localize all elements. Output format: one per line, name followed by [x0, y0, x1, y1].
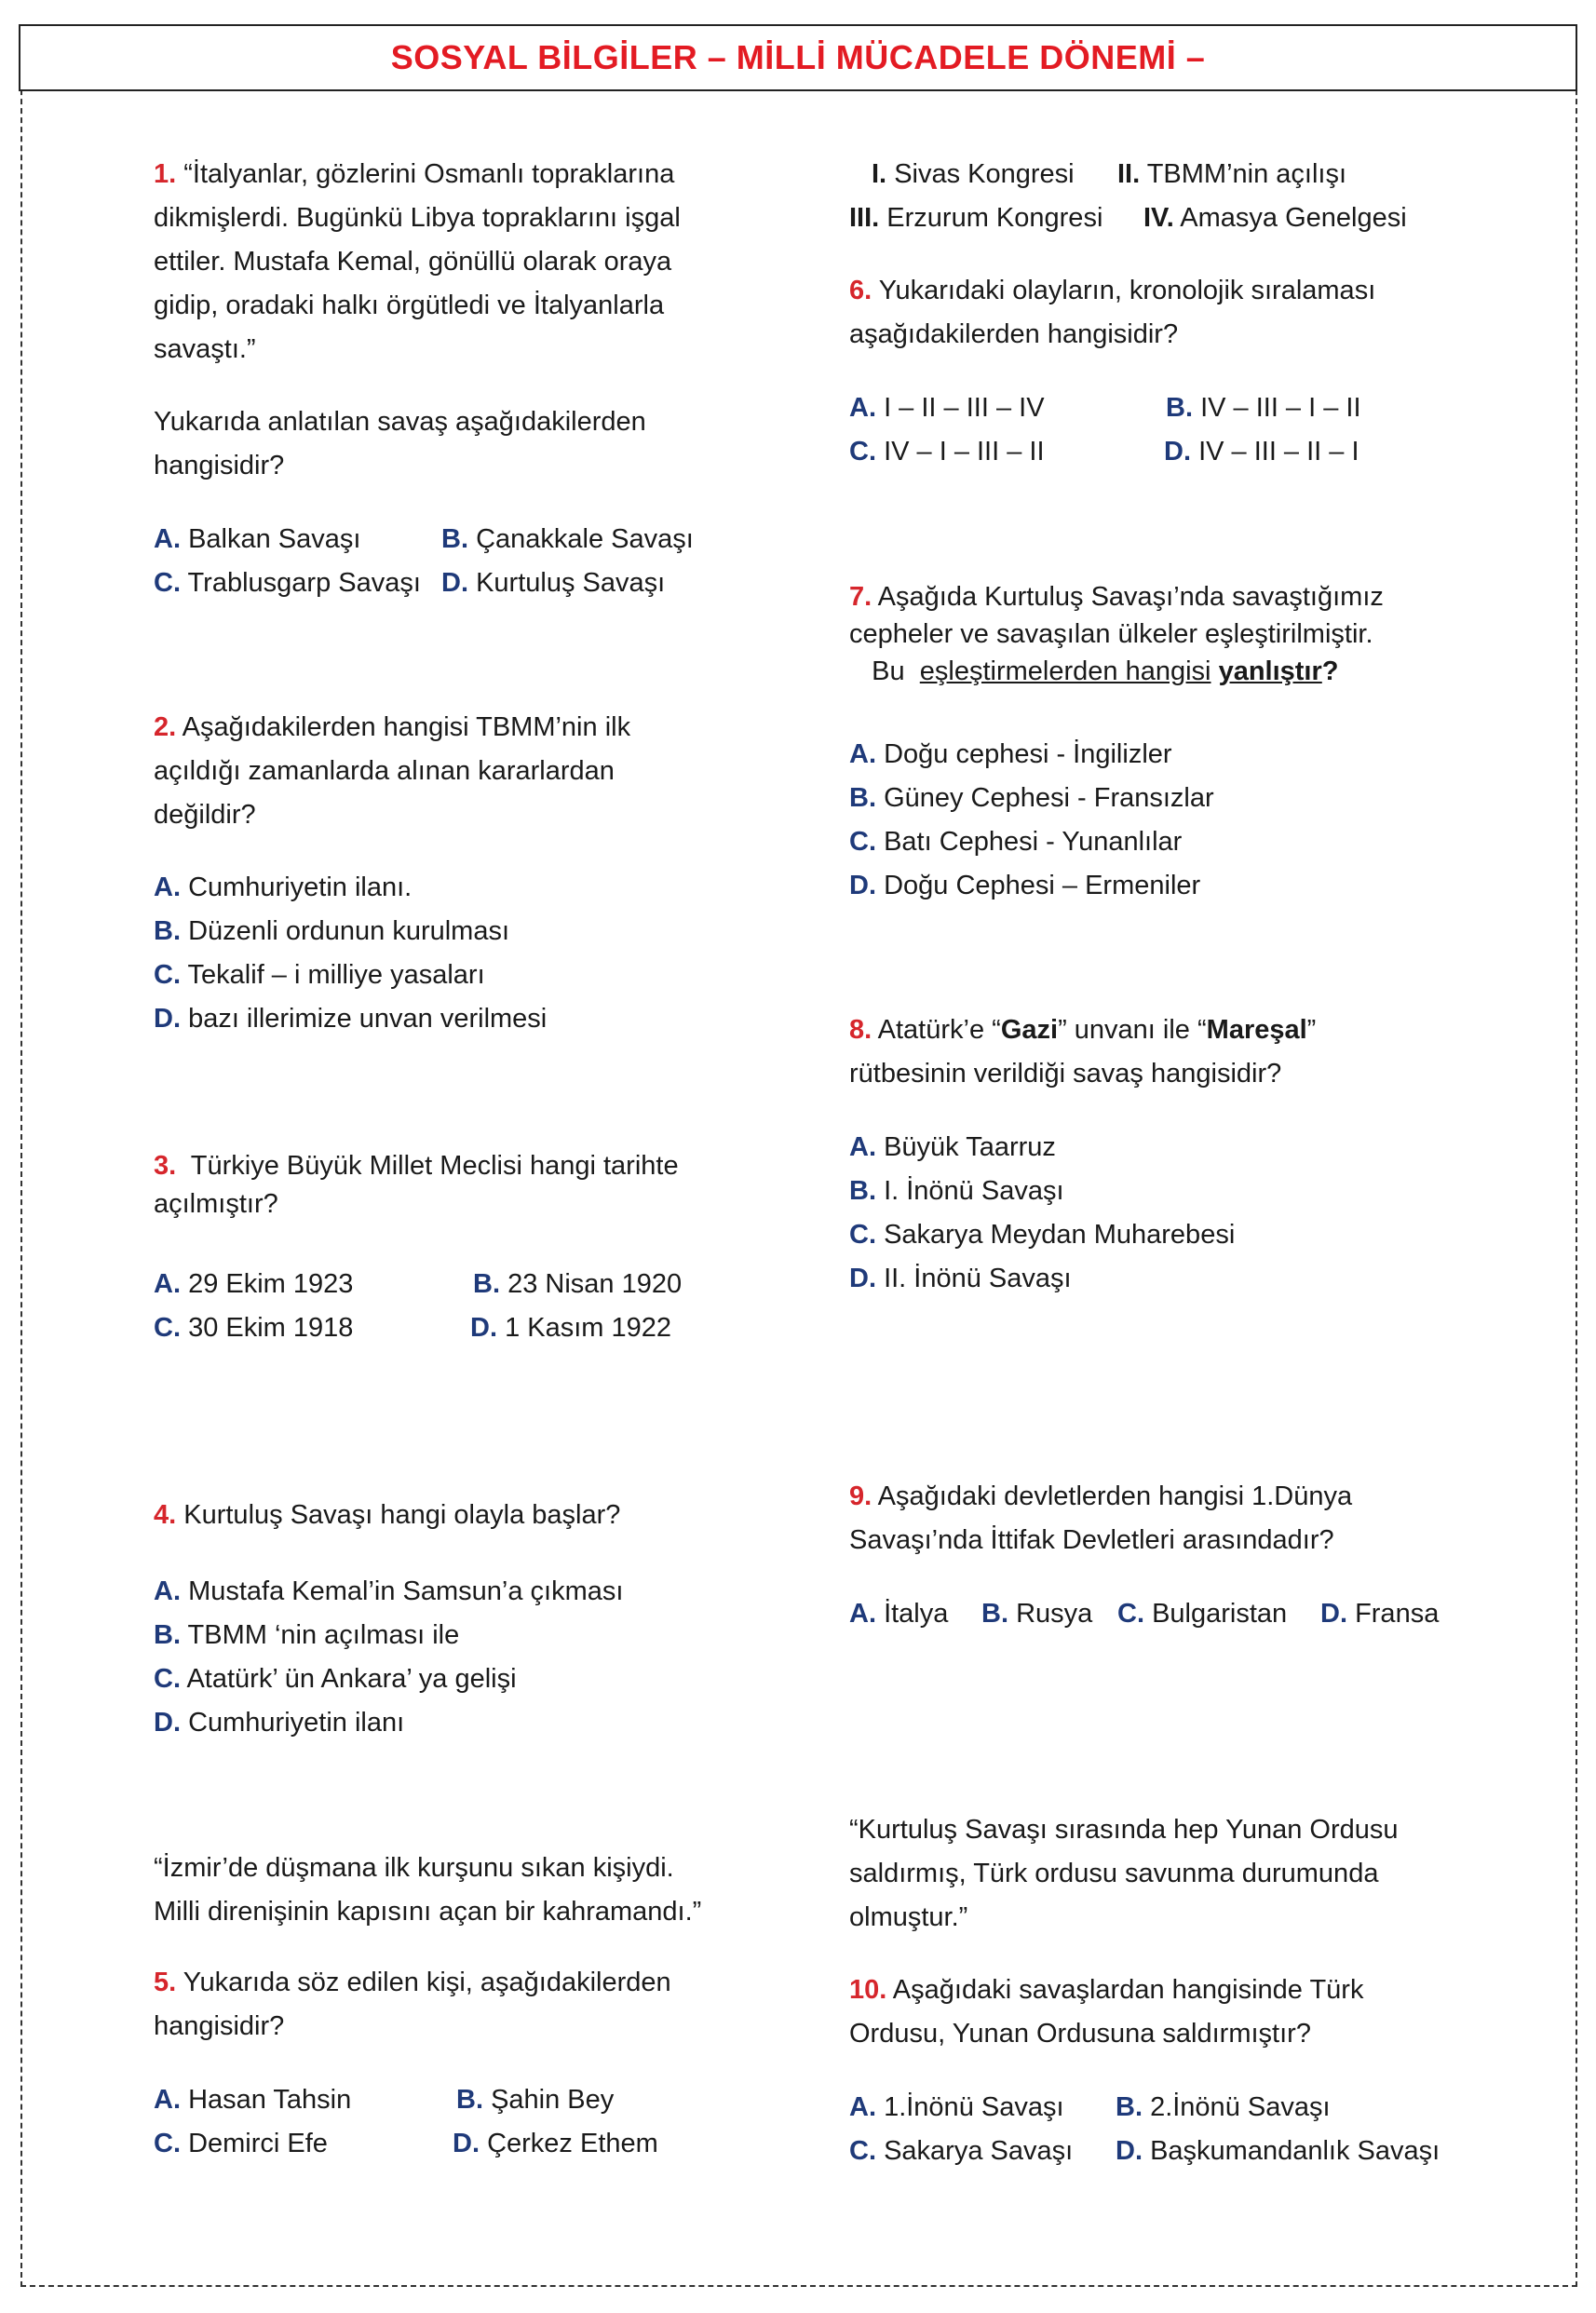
q6-item-4: [1143, 196, 1407, 240]
option-letter: A.: [154, 524, 181, 554]
quote-text: olmuştur.”: [849, 1902, 968, 1932]
question-10: [849, 1968, 1363, 2056]
question-number: 9.: [849, 1481, 872, 1511]
q1-option-d[interactable]: [441, 561, 665, 605]
option-text: Fransa: [1355, 1599, 1440, 1629]
option-letter: A.: [849, 393, 876, 423]
question-4: [154, 1494, 620, 1537]
question-number: 7.: [849, 582, 872, 612]
question-5-quote: [154, 1846, 701, 1934]
q8-option-b[interactable]: [849, 1170, 1235, 1213]
question-8: [849, 1008, 1316, 1096]
option-letter: B.: [849, 783, 876, 813]
q4-option-a[interactable]: [154, 1570, 623, 1614]
question-number: 4.: [154, 1500, 177, 1530]
question-number: 3.: [154, 1151, 177, 1181]
q6-option-d[interactable]: [1164, 430, 1359, 474]
option-letter: A.: [849, 1132, 876, 1162]
question-text: Aşağıdakilerden hangisi TBMM’nin ilk: [182, 712, 631, 742]
option-letter: B.: [154, 1620, 181, 1650]
question-text: değildir?: [154, 800, 256, 830]
option-text: Düzenli ordunun kurulması: [188, 916, 510, 946]
option-text: TBMM ‘nin açılması ile: [187, 1620, 460, 1650]
q4-option-c[interactable]: [154, 1657, 623, 1701]
option-text: Batı Cephesi - Yunanlılar: [884, 827, 1183, 857]
option-letter: A.: [154, 872, 181, 902]
q3-option-a[interactable]: [154, 1263, 353, 1306]
q5-option-c[interactable]: [154, 2122, 328, 2166]
question-5: [154, 1961, 671, 2049]
option-letter: A.: [154, 1269, 181, 1299]
option-text: Tekalif – i milliye yasaları: [187, 960, 485, 990]
roman-numeral: IV.: [1143, 203, 1174, 233]
option-text: Doğu cephesi - İngilizler: [884, 739, 1172, 769]
question-text: aşağıdakilerden hangisidir?: [849, 319, 1179, 349]
question-text: Yukarıdaki olayların, kronolojik sıralaması: [878, 276, 1376, 305]
quote-text: saldırmış, Türk ordusu savunma durumunda: [849, 1859, 1379, 1888]
option-letter: A.: [849, 739, 876, 769]
option-text: 2.İnönü Savaşı: [1150, 2092, 1331, 2122]
option-letter: D.: [453, 2129, 480, 2158]
question-2: [154, 706, 630, 837]
option-letter: C.: [849, 437, 876, 467]
question-text: hangisidir?: [154, 451, 285, 480]
option-text: bazı illerimize unvan verilmesi: [188, 1004, 548, 1034]
item-text: Amasya Genelgesi: [1180, 203, 1407, 233]
option-letter: D.: [1116, 2136, 1143, 2166]
question-text: Savaşı’nda İttifak Devletleri arasındadır?: [849, 1525, 1334, 1555]
q1-option-c[interactable]: [154, 561, 421, 605]
option-text: Demirci Efe: [188, 2129, 328, 2158]
option-text: Şahin Bey: [491, 2085, 615, 2115]
option-letter: C.: [849, 827, 876, 857]
option-letter: C.: [154, 960, 181, 990]
question-number: 2.: [154, 712, 177, 742]
question-text: hangisidir?: [154, 2011, 285, 2041]
option-text: 30 Ekim 1918: [188, 1313, 354, 1343]
question-text: gidip, oradaki halkı örgütledi ve İtalyanlarla: [154, 291, 665, 320]
q8-option-c[interactable]: [849, 1213, 1235, 1257]
option-letter: B.: [456, 2085, 483, 2115]
item-text: TBMM’nin açılışı: [1146, 159, 1347, 189]
option-letter: A.: [849, 1599, 876, 1629]
q2-option-b[interactable]: [154, 910, 547, 954]
question-text: rütbesinin verildiği savaş hangisidir?: [849, 1059, 1282, 1089]
option-text: Sakarya Meydan Muharebesi: [884, 1220, 1236, 1250]
option-text: Çanakkale Savaşı: [476, 524, 694, 554]
q2-option-c[interactable]: [154, 954, 547, 997]
q4-option-b[interactable]: [154, 1614, 623, 1657]
option-letter: C.: [849, 1220, 876, 1250]
q10-option-d[interactable]: [1116, 2130, 1440, 2173]
option-text: Doğu Cephesi – Ermeniler: [884, 871, 1201, 900]
option-letter: D.: [154, 1708, 181, 1738]
option-text: I. İnönü Savaşı: [884, 1176, 1064, 1206]
option-letter: A.: [154, 2085, 181, 2115]
option-text: Atatürk’ ün Ankara’ ya gelişi: [186, 1664, 517, 1694]
underlined-text: eşleştirmelerden hangisi: [919, 656, 1211, 686]
question-text: Yukarıda söz edilen kişi, aşağıdakilerden: [183, 1968, 671, 1997]
option-text: 1 Kasım 1922: [505, 1313, 672, 1343]
question-number: 5.: [154, 1968, 177, 1997]
option-letter: B.: [154, 916, 181, 946]
q9-option-c[interactable]: [1117, 1592, 1287, 1636]
option-text: IV – III – I – II: [1200, 393, 1361, 423]
option-letter: A.: [849, 2092, 876, 2122]
question-10-quote: [849, 1808, 1399, 1940]
option-letter: C.: [154, 568, 181, 598]
roman-numeral: I.: [872, 159, 887, 189]
item-text: Sivas Kongresi: [894, 159, 1075, 189]
option-letter: B.: [1116, 2092, 1143, 2122]
question-number: 8.: [849, 1015, 872, 1045]
question-text: ” unvanı ile “: [1058, 1015, 1207, 1045]
option-letter: D.: [1320, 1599, 1347, 1629]
option-text: Güney Cephesi - Fransızlar: [884, 783, 1214, 813]
q6-option-c[interactable]: [849, 430, 1045, 474]
option-letter: D.: [154, 1004, 181, 1034]
option-text: Başkumandanlık Savaşı: [1150, 2136, 1440, 2166]
option-text: Büyük Taarruz: [884, 1132, 1056, 1162]
option-text: Hasan Tahsin: [188, 2085, 352, 2115]
option-text: II. İnönü Savaşı: [884, 1264, 1072, 1293]
q5-option-b[interactable]: [456, 2078, 614, 2122]
quote-text: “Kurtuluş Savaşı sırasında hep Yunan Ordusu: [849, 1815, 1399, 1845]
question-text: cepheler ve savaşılan ülkeler eşleştirilmiştir.: [849, 619, 1373, 649]
question-text: ettiler. Mustafa Kemal, gönüllü olarak oraya: [154, 247, 672, 277]
option-text: Cumhuriyetin ilanı.: [188, 872, 413, 902]
option-text: IV – I – III – II: [884, 437, 1045, 467]
option-text: Trablusgarp Savaşı: [187, 568, 421, 598]
option-letter: B.: [981, 1599, 1008, 1629]
question-text: “İtalyanlar, gözlerini Osmanlı topraklarına: [183, 159, 675, 189]
option-letter: D.: [849, 1264, 876, 1293]
option-letter: B.: [849, 1176, 876, 1206]
q2-option-d[interactable]: [154, 997, 547, 1041]
option-letter: D.: [441, 568, 468, 598]
question-text: açılmıştır?: [154, 1189, 278, 1219]
q1-option-b[interactable]: [441, 518, 694, 561]
question-text: savaştı.”: [154, 334, 256, 364]
quote-text: Milli direnişinin kapısını açan bir kahramandı.”: [154, 1897, 702, 1927]
question-7-options: [849, 733, 1214, 908]
option-letter: C.: [154, 1664, 181, 1694]
option-letter: B.: [473, 1269, 500, 1299]
emphasis-text: Gazi: [1000, 1015, 1059, 1045]
option-letter: C.: [154, 2129, 181, 2158]
option-text: Sakarya Savaşı: [884, 2136, 1074, 2166]
option-text: 23 Nisan 1920: [507, 1269, 683, 1299]
q10-option-a[interactable]: [849, 2086, 1064, 2130]
q7-option-b[interactable]: [849, 777, 1214, 820]
question-mark: ?: [1321, 656, 1339, 686]
q1-option-a[interactable]: [154, 518, 360, 561]
quote-text: “İzmir’de düşmana ilk kurşunu sıkan kişiydi.: [154, 1853, 674, 1883]
emphasis-text: yanlıştır: [1218, 656, 1322, 686]
q8-option-d[interactable]: [849, 1257, 1235, 1301]
option-text: Rusya: [1016, 1599, 1093, 1629]
q3-option-b[interactable]: [473, 1263, 682, 1306]
option-text: Bulgaristan: [1152, 1599, 1288, 1629]
option-text: 29 Ekim 1923: [188, 1269, 354, 1299]
q10-option-b[interactable]: [1116, 2086, 1331, 2130]
q6-item-1: [872, 153, 1075, 196]
question-text: Yukarıda anlatılan savaş aşağıdakilerden: [154, 407, 646, 437]
question-1-prompt: [154, 400, 646, 488]
question-number: 6.: [849, 276, 872, 305]
question-text: Bu: [872, 656, 905, 686]
page-title: SOSYAL BİLGİLER – MİLLİ MÜCADELE DÖNEMİ –: [390, 38, 1206, 76]
q7-option-c[interactable]: [849, 820, 1214, 864]
option-text: I – II – III – IV: [884, 393, 1045, 423]
q4-option-d[interactable]: [154, 1701, 623, 1745]
option-letter: A.: [154, 1576, 181, 1606]
option-letter: B.: [1166, 393, 1193, 423]
question-text: Atatürk’e “: [877, 1015, 1001, 1045]
question-text: dikmişlerdi. Bugünkü Libya topraklarını işgal: [154, 203, 681, 233]
q3-option-d[interactable]: [470, 1306, 671, 1350]
question-2-options: [154, 866, 547, 1041]
option-letter: D.: [849, 871, 876, 900]
emphasis-text: Mareşal: [1206, 1015, 1307, 1045]
option-text: Cumhuriyetin ilanı: [188, 1708, 405, 1738]
q7-option-d[interactable]: [849, 864, 1214, 908]
option-letter: D.: [470, 1313, 497, 1343]
q6-item-2: [1117, 153, 1346, 196]
option-text: Kurtuluş Savaşı: [476, 568, 666, 598]
question-text: Aşağıda Kurtuluş Savaşı’nda savaştığımız: [877, 582, 1384, 612]
q9-option-d[interactable]: [1320, 1592, 1439, 1636]
question-8-options: [849, 1126, 1235, 1301]
q5-option-a[interactable]: [154, 2078, 351, 2122]
option-text: Çerkez Ethem: [487, 2129, 658, 2158]
item-text: Erzurum Kongresi: [886, 203, 1103, 233]
option-text: Mustafa Kemal’in Samsun’a çıkması: [188, 1576, 624, 1606]
q8-option-a[interactable]: [849, 1126, 1235, 1170]
question-text: Kurtuluş Savaşı hangi olayla başlar?: [183, 1500, 621, 1530]
option-letter: B.: [441, 524, 468, 554]
roman-numeral: III.: [849, 203, 880, 233]
q9-option-a[interactable]: [849, 1592, 948, 1636]
q6-item-3: [849, 196, 1102, 240]
question-1: [154, 153, 681, 372]
question-4-options: [154, 1570, 623, 1745]
roman-numeral: II.: [1117, 159, 1141, 189]
question-number: 1.: [154, 159, 177, 189]
question-text: ”: [1306, 1015, 1317, 1045]
question-text: Ordusu, Yunan Ordusuna saldırmıştır?: [849, 2019, 1311, 2049]
q3-option-c[interactable]: [154, 1306, 353, 1350]
question-9: [849, 1475, 1352, 1562]
q6-option-a[interactable]: [849, 386, 1045, 430]
q7-option-a[interactable]: [849, 733, 1214, 777]
q6-option-b[interactable]: [1166, 386, 1361, 430]
q10-option-c[interactable]: [849, 2130, 1073, 2173]
question-text: Aşağıdaki savaşlardan hangisinde Türk: [892, 1975, 1364, 2005]
question-7: [849, 578, 1384, 690]
question-number: 10.: [849, 1975, 887, 2005]
option-letter: C.: [1117, 1599, 1144, 1629]
option-letter: C.: [849, 2136, 876, 2166]
option-text: İtalya: [884, 1599, 949, 1629]
question-text: açıldığı zamanlarda alınan kararlardan: [154, 756, 615, 786]
option-letter: C.: [154, 1313, 181, 1343]
q2-option-a[interactable]: [154, 866, 547, 910]
question-text: Aşağıdaki devletlerden hangisi 1.Dünya: [877, 1481, 1353, 1511]
option-text: Balkan Savaşı: [188, 524, 361, 554]
q5-option-d[interactable]: [453, 2122, 658, 2166]
option-text: IV – III – II – I: [1198, 437, 1359, 467]
title-box: [19, 24, 1577, 91]
q9-option-b[interactable]: [981, 1592, 1092, 1636]
question-3: [154, 1147, 679, 1224]
question-6: [849, 269, 1375, 357]
option-letter: D.: [1164, 437, 1191, 467]
option-text: 1.İnönü Savaşı: [884, 2092, 1064, 2122]
question-text: Türkiye Büyük Millet Meclisi hangi tarihte: [190, 1151, 679, 1181]
